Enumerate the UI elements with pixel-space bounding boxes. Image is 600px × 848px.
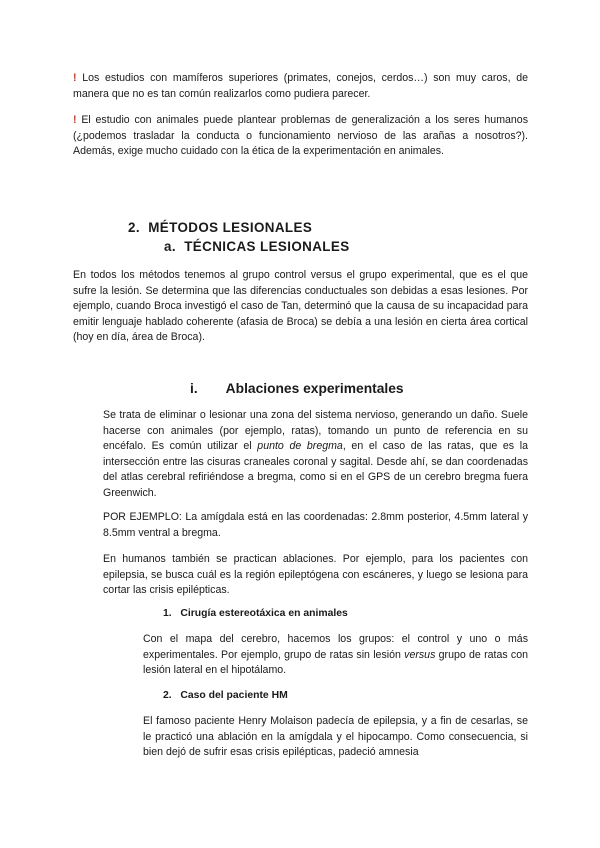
intro-bullet-2-text: El estudio con animales puede plantear problemas de generalización a los seres humanos (¿podemos trasladar la conducta o funcionamiento nervioso de las arañas a nosotros?). Además, exige mucho cuidado con la ética de la experimentación en animales. xyxy=(73,114,528,158)
intro-bullet-1-text: Los estudios con mamíferos superiores (primates, conejos, cerdos…) son muy caros, de manera que no es tan común realizarlos como pudiera parecer. xyxy=(73,72,528,100)
ablaciones-paragraph-1: Se trata de eliminar o lesionar una zona del sistema nervioso, generando un daño. Suele hacerse con animales (por ejemplo, ratas), tomando un punto de referencia en su encéfalo. Es común utilizar el punto de bregma, en el caso de las ratas, que es la intersección entre las cisuras craneales coronal y sagital. Desde ahí, se dan coordenadas del atlas cerebral refiriéndose a bregma, como si en el GPS de un cerebro bregma fuera Greenwich. xyxy=(103,409,528,499)
sub2-heading xyxy=(163,690,288,701)
versus-term: versus xyxy=(404,648,436,661)
sub2-paragraph: El famoso paciente Henry Molaison padecía de epilepsia, y a fin de cesarlas, se le practicó una ablación en la amígdala y el hipocampo. Como consecuencia, si bien dejó de sufrir esas crisis epilépticas, padeció amnesia xyxy=(143,715,528,759)
sub2-number: 2. xyxy=(163,690,172,701)
sub2-title: Caso del paciente HM xyxy=(180,690,288,701)
ablaciones-title: Ablaciones experimentales xyxy=(225,381,404,396)
intro-bullet-2 xyxy=(73,113,528,160)
section-number: 2. xyxy=(128,220,140,235)
subsection-title: TÉCNICAS LESIONALES xyxy=(184,239,350,254)
sub1-paragraph: Con el mapa del cerebro, hacemos los grupos: el control y uno o más experimentales. Por ejemplo, grupo de ratas sin lesión versus grupo de ratas con lesión lateral en el hipotálamo. xyxy=(143,633,528,677)
exclamation-icon: ! xyxy=(73,72,77,84)
bregma-term: punto de bregma xyxy=(257,440,343,453)
sub1-heading xyxy=(163,608,348,619)
section-title: MÉTODOS LESIONALES xyxy=(148,220,313,235)
sub1-number: 1. xyxy=(163,608,172,619)
subsection-heading xyxy=(164,239,350,254)
ablaciones-paragraph-2: POR EJEMPLO: La amígdala está en las coordenadas: 2.8mm posterior, 4.5mm lateral y 8.5mm ventral a bregma. xyxy=(103,511,528,539)
section-paragraph: En todos los métodos tenemos al grupo control versus el grupo experimental, que es el que sufre la lesión. Se determina que las diferencias conductuales son debidas a esas lesiones. Por ejemplo, cuando Broca investigó el caso de Tan, determinó que la causa de su incapacidad para emitir lenguaje hablado coherente (afasia de Broca) se debía a una lesión en cierta área cortical (hoy en día, área de Broca). xyxy=(73,269,528,344)
section-heading xyxy=(128,220,312,235)
sub1-title: Cirugía estereotáxica en animales xyxy=(180,608,348,619)
intro-bullet-1 xyxy=(73,71,528,102)
exclamation-icon: ! xyxy=(73,114,77,126)
ablaciones-numeral: i. xyxy=(190,381,198,396)
subsection-letter: a. xyxy=(164,239,176,254)
ablaciones-paragraph-3: En humanos también se practican ablaciones. Por ejemplo, para los pacientes con epilepsia, se busca cuál es la región epileptógena con escáneres, y luego se lesiona para cortar las crisis epilépticas. xyxy=(103,553,528,597)
ablaciones-heading xyxy=(190,381,404,396)
